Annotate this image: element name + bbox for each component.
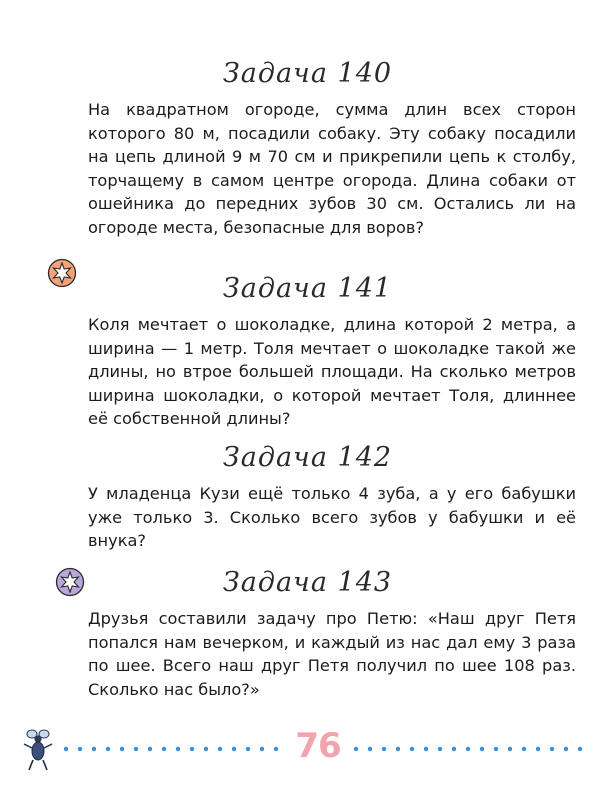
footer-dot [578,747,582,751]
footer-dot [508,747,512,751]
footer-dot [162,747,166,751]
footer-dot [438,747,442,751]
problem-143-text: Друзья составили задачу про Петю: «Наш друг Петя попался нам вечерком, и каждый из нас дал ему 3 раза по шее. Всего наш друг Петя получил по шее 108 раз. Сколько нас было?» [88,609,576,699]
footer-dot [78,747,82,751]
dots-left [64,747,278,751]
footer-dot [564,747,568,751]
footer-dot [354,747,358,751]
footer-dot [190,747,194,751]
footer-dot [536,747,540,751]
footer-dot [260,747,264,751]
footer-dot [204,747,208,751]
footer-dot [64,747,68,751]
footer-dot [246,747,250,751]
footer-dot [134,747,138,751]
footer-dot [218,747,222,751]
footer-dot [148,747,152,751]
footer-dot [522,747,526,751]
footer-dot [480,747,484,751]
footer-dot [410,747,414,751]
problem-142-text: У младенца Кузи ещё только 4 зуба, а у его бабушки уже только 3. Сколько всего зубов у бабушки и её внука? [88,484,576,551]
footer-dot [550,747,554,751]
footer-dot [106,747,110,751]
page-number: 76 [295,726,341,766]
footer-dot [92,747,96,751]
footer-dot [424,747,428,751]
footer-dot [466,747,470,751]
footer-dot [120,747,124,751]
bug-figure-icon [24,730,52,770]
footer-dot [396,747,400,751]
problem-140-title: Задача 140 [222,58,393,89]
problem-140-text: На квадратном огороде, сумма длин всех сторон которого 80 м, посадили собаку. Эту собаку посадили на цепь длиной 9 м 70 см и прикрепили цепь к столбу, торчащему в самом центре огорода. Длина собаки от ошейника до передних зубов 30 см. Остались ли на огороде места, безопасные для воров? [88,100,576,237]
problem-143-title: Задача 143 [222,567,393,598]
footer-dot [176,747,180,751]
dots-right [354,747,582,751]
problem-141-text: Коля мечтает о шоколадке, длина которой 2 метра, а ширина — 1 метр. Толя мечтает о шоколадке такой же длины, но втрое большей площади. На сколько метров ширина шоколадки, о которой мечтает Толя, длиннее её собственной длины? [88,315,576,429]
footer-dot [494,747,498,751]
problem-141-title: Задача 141 [222,273,393,304]
problem-142-title: Задача 142 [222,442,393,473]
footer-dot [274,747,278,751]
footer-dot [368,747,372,751]
footer-dot [232,747,236,751]
footer-dot [382,747,386,751]
footer-dot [452,747,456,751]
